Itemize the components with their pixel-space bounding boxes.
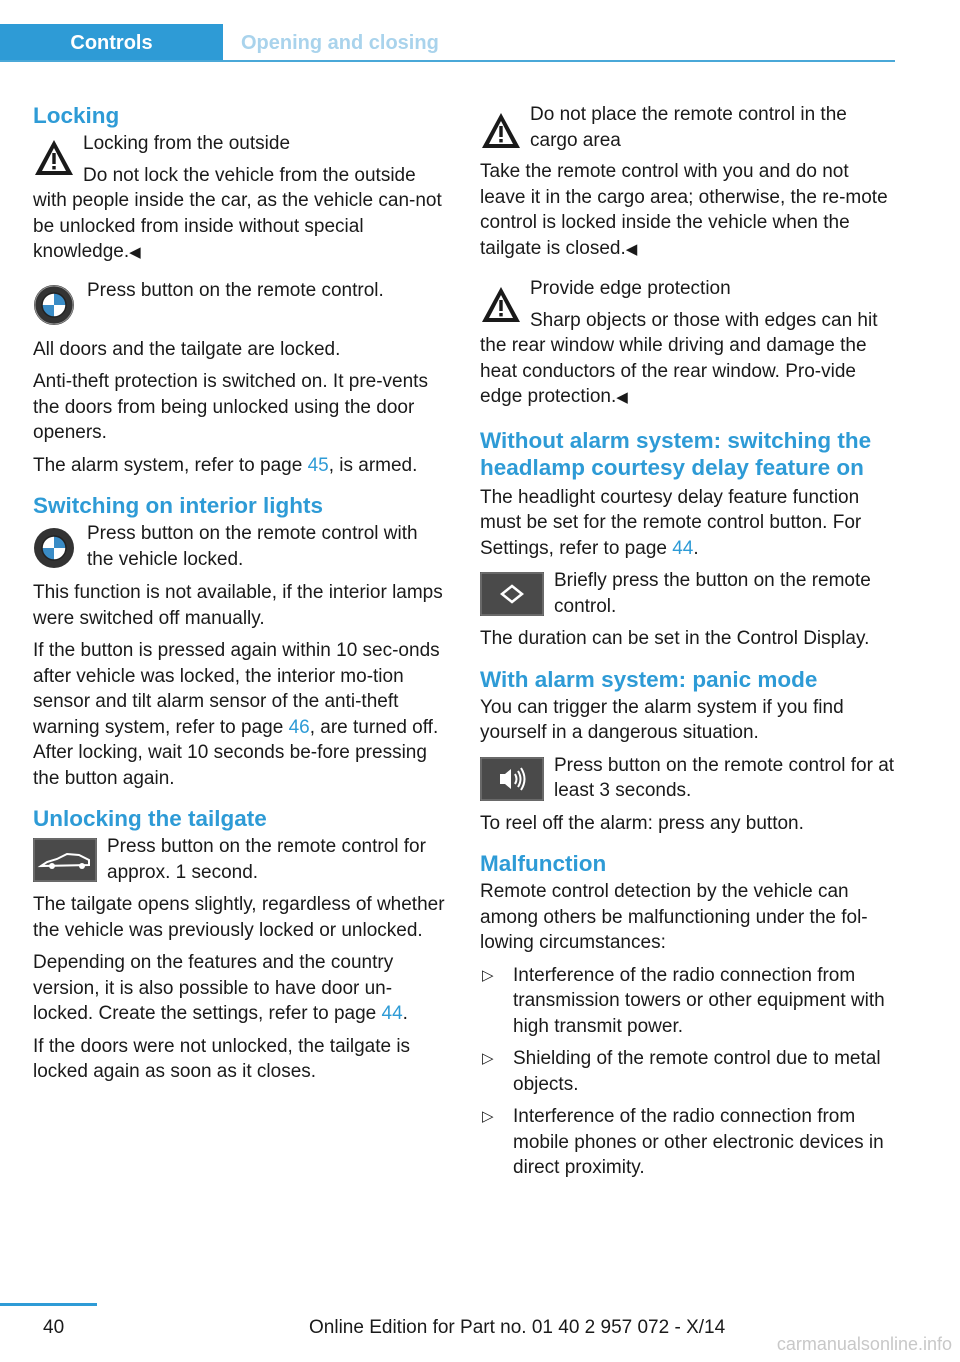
courtesy-button-row <box>480 568 895 619</box>
warning-note-locking <box>33 129 448 266</box>
heading-courtesy-delay: Without alarm system: switching the headlamp courtesy delay feature on <box>480 427 872 480</box>
speaker-alarm-icon <box>480 757 544 801</box>
footer-rule <box>0 1303 97 1306</box>
heading-malfunction: Malfunction <box>480 851 607 876</box>
paragraph: All doors and the tailgate are locked. <box>33 338 341 360</box>
heading-unlocking-tailgate: Unlocking the tailgate <box>33 806 267 831</box>
footer-edition: Online Edition for Part no. 01 40 2 957 072 - X/14 <box>309 1317 726 1338</box>
warning-title: Do not place the remote control in the cargo area <box>530 104 847 151</box>
paragraph: You can trigger the alarm system if you find yourself in a dangerous situation. <box>480 696 844 743</box>
panic-button-row <box>480 753 895 804</box>
warning-title: Locking from the outside <box>83 133 291 154</box>
paragraph: If the button is pressed again within 10 sec‐onds after vehicle was locked, the interior mo‐tion sensor and tilt alarm sensor of the anti-theft warning system, refer to page 46, are turned off. After locking, wait 10 seconds be‐fore pressing the button again. <box>33 640 440 789</box>
paragraph: The alarm system, refer to page 45, is armed. <box>33 454 418 476</box>
tailgate-button-row <box>33 834 448 885</box>
interior-button-text: Press button on the remote control with the vehicle locked. <box>87 523 418 570</box>
end-mark: ◀ <box>616 389 628 406</box>
bmw-logo-icon <box>33 527 75 569</box>
warning-body: Sharp objects or those with edges can hit the rear window while driving and damage the heat conductors of the rear window. Pro‐vide edge protection. <box>480 309 878 407</box>
page-link[interactable]: 44 <box>672 537 694 559</box>
warning-body: Take the remote control with you and do not leave it in the cargo area; otherwise, the re‐mote control is locked inside the vehicle when the tailgate is closed. <box>480 161 888 259</box>
end-mark: ◀ <box>625 240 638 258</box>
warning-body: Do not lock the vehicle from the outside with people inside the car, as the vehicle can‐not be unlocked from inside without special knowledge. <box>33 164 442 262</box>
warning-triangle-icon <box>480 284 522 326</box>
warning-triangle-icon <box>480 110 522 152</box>
paragraph: To reel off the alarm: press any button. <box>480 812 804 834</box>
heading-locking: Locking <box>33 103 120 128</box>
page-link[interactable]: 44 <box>381 1003 403 1024</box>
paragraph: This function is not available, if the interior lamps were switched off manually. <box>33 582 443 629</box>
warning-note-cargo <box>480 102 895 262</box>
section-tab-controls[interactable]: Controls <box>0 24 223 62</box>
lock-button-text: Press button on the remote control. <box>87 279 384 301</box>
courtesy-button-text: Briefly press the button on the remote control. <box>554 570 871 617</box>
list-item: ▷ Shielding of the remote control due to metal objects. <box>480 1046 895 1097</box>
page-link[interactable]: 46 <box>288 716 310 738</box>
tailgate-button-text: Press button on the remote control for approx. 1 second. <box>107 836 426 883</box>
panic-button-text: Press button on the remote control for at least 3 seconds. <box>554 754 895 801</box>
paragraph: If the doors were not unlocked, the tailgate is locked again as soon as it closes. <box>33 1035 411 1082</box>
paragraph: The duration can be set in the Control Display. <box>480 628 870 649</box>
interior-button-row <box>33 521 448 573</box>
paragraph: The headlight courtesy delay feature function must be set for the remote control button. For Settings, refer to page 44. <box>480 486 862 559</box>
malfunction-list <box>480 963 895 1181</box>
end-mark: ◀ <box>129 244 141 261</box>
lock-button-row <box>33 278 448 330</box>
warning-title: Provide edge protection <box>530 278 731 299</box>
paragraph: Anti-theft protection is switched on. It pre‐vents the doors from being unlocked using the door openers. <box>33 371 428 443</box>
paragraph: The tailgate opens slightly, regardless of whether the vehicle was previously locked or unlocked. <box>33 894 445 941</box>
left-column <box>33 102 448 1092</box>
watermark: carmanualsonline.info <box>776 1334 952 1354</box>
list-item: ▷ Interference of the radio connection from mobile phones or other electronic devices in direct proximity. <box>480 1104 895 1181</box>
section-tab-opening-closing[interactable]: Opening and closing <box>241 32 439 54</box>
heading-interior-lights: Switching on interior lights <box>33 493 323 518</box>
paragraph: Remote control detection by the vehicle can among others be malfunctioning under the fol‐lowing circumstances: <box>480 881 868 953</box>
heading-panic-mode: With alarm system: panic mode <box>480 666 818 692</box>
paragraph: Depending on the features and the country version, it is also possible to have door un‐locked. Create the settings, refer to page 44. <box>33 952 408 1024</box>
bmw-logo-icon <box>33 284 75 326</box>
page-number: 40 <box>43 1317 65 1338</box>
warning-note-edge <box>480 276 895 411</box>
list-item: ▷ Interference of the radio connection from transmission towers or other equipment with high transmit power. <box>480 963 895 1040</box>
car-tailgate-icon <box>33 838 97 882</box>
header-rule <box>0 60 895 62</box>
page-link[interactable]: 45 <box>307 454 329 476</box>
warning-triangle-icon <box>33 137 75 179</box>
headlamp-button-icon <box>480 572 544 616</box>
right-column <box>480 102 895 1188</box>
